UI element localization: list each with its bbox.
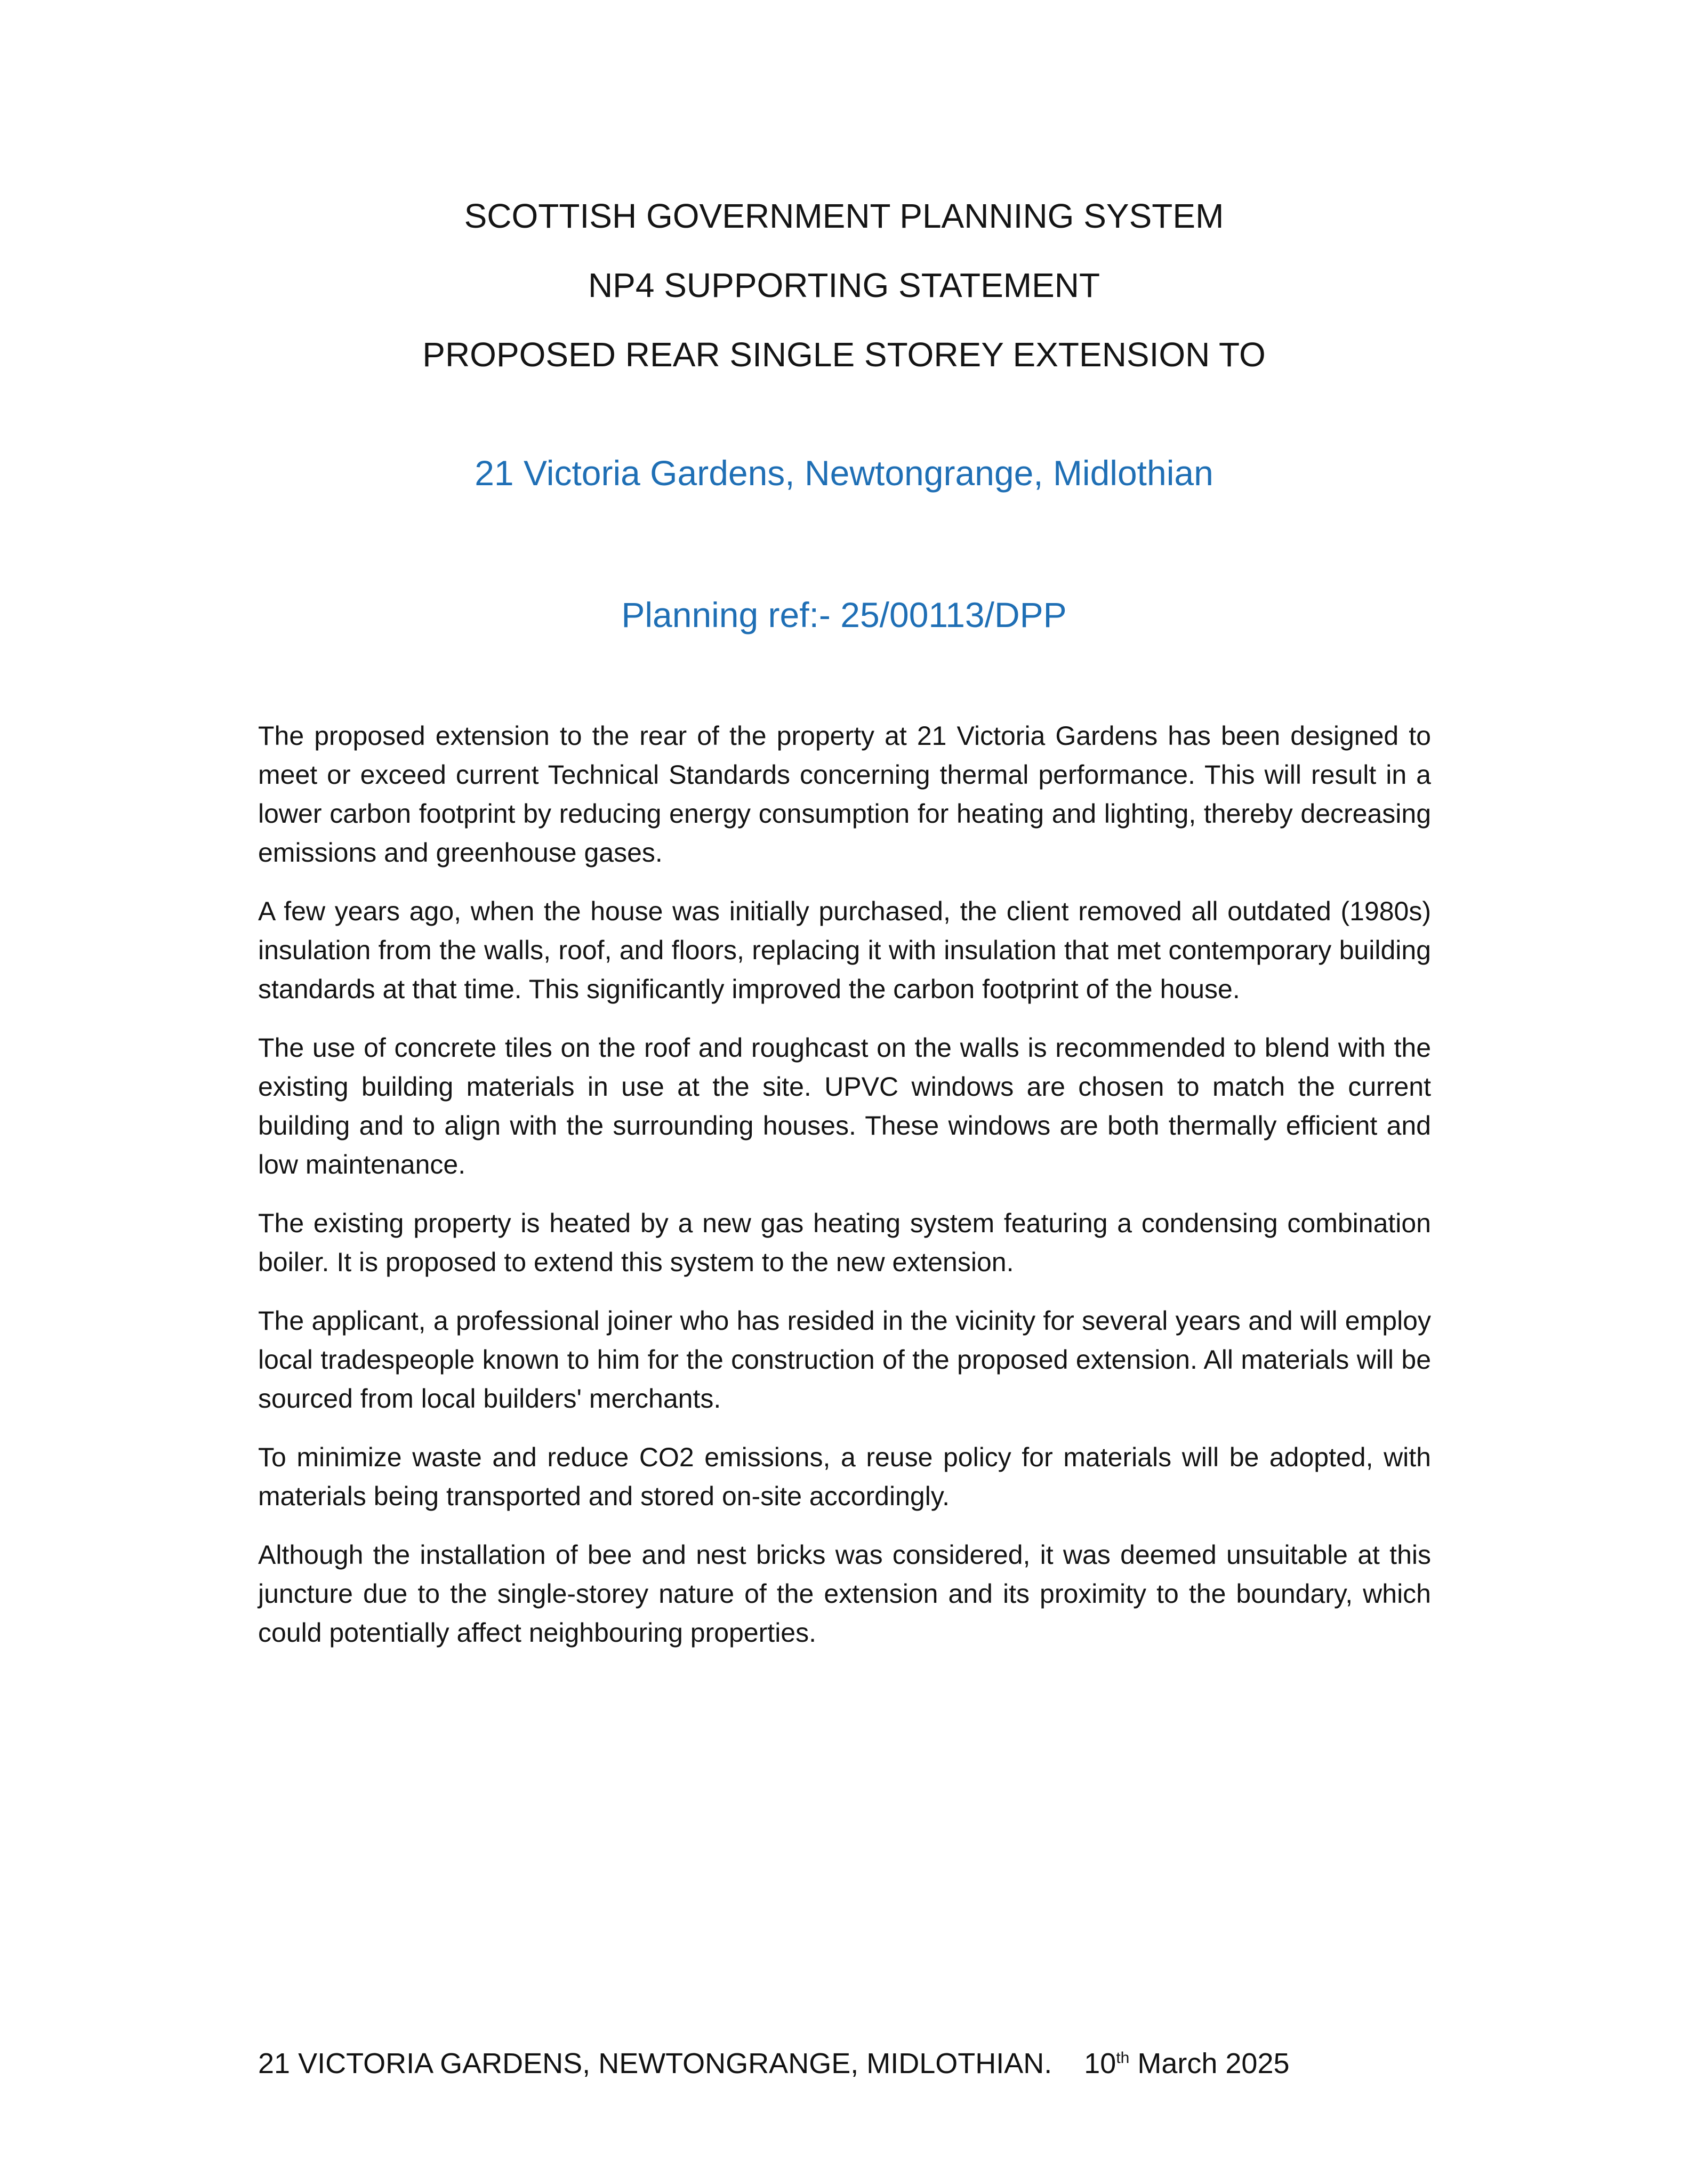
footer-address: 21 VICTORIA GARDENS, NEWTONGRANGE, MIDLOTHIAN. [258, 2048, 1052, 2079]
footer-date-rest: March 2025 [1129, 2048, 1290, 2079]
heading-line-1: SCOTTISH GOVERNMENT PLANNING SYSTEM [464, 197, 1224, 235]
heading-line-2: NP4 SUPPORTING STATEMENT [588, 266, 1100, 304]
paragraph-bee-nest-bricks: Although the installation of bee and nest bricks was considered, it was deemed unsuitable at this juncture due to the single-storey nature of the extension and its proximity to the boundary, which could potentially affect neighbouring properties. [258, 1540, 1431, 1648]
heading-line-3: PROPOSED REAR SINGLE STOREY EXTENSION TO [422, 335, 1266, 374]
planning-reference: Planning ref:- 25/00113/DPP [621, 595, 1067, 635]
paragraph-waste-reuse: To minimize waste and reduce CO2 emissions, a reuse policy for materials will be adopted, with materials being transported and stored on-site accordingly. [258, 1442, 1431, 1511]
page-footer [258, 2042, 1290, 2085]
footer-date-day: 10 [1084, 2048, 1116, 2079]
footer-date [1084, 2048, 1289, 2079]
paragraph-thermal-performance: The proposed extension to the rear of the property at 21 Victoria Gardens has been designed to meet or exceed current Technical Standards concerning thermal performance. This will result in a lower carbon footprint by reducing energy consumption for heating and lighting, thereby decreasing emissions and greenhouse gases. [258, 721, 1431, 868]
footer-date-suffix: th [1116, 2049, 1130, 2067]
paragraph-heating-system: The existing property is heated by a new gas heating system featuring a condensing combination boiler. It is proposed to extend this system to the new extension. [258, 1208, 1431, 1277]
statement-body [258, 717, 1431, 1672]
paragraph-insulation-history: A few years ago, when the house was initially purchased, the client removed all outdated (1980s) insulation from the walls, roof, and floors, replacing it with insulation that met contemporary building standards at that time. This significantly improved the carbon footprint of the house. [258, 896, 1431, 1004]
heading-block [0, 181, 1688, 389]
paragraph-applicant: The applicant, a professional joiner who has resided in the vicinity for several years and will employ local tradespeople known to him for the construction of the proposed extension. All materials will be sourced from local builders' merchants. [258, 1306, 1431, 1414]
paragraph-materials: The use of concrete tiles on the roof and roughcast on the walls is recommended to blend with the existing building materials in use at the site. UPVC windows are chosen to match the current building and to align with the surrounding houses. These windows are both thermally efficient and low maintenance. [258, 1033, 1431, 1179]
address-title: 21 Victoria Gardens, Newtongrange, Midlothian [475, 453, 1213, 493]
